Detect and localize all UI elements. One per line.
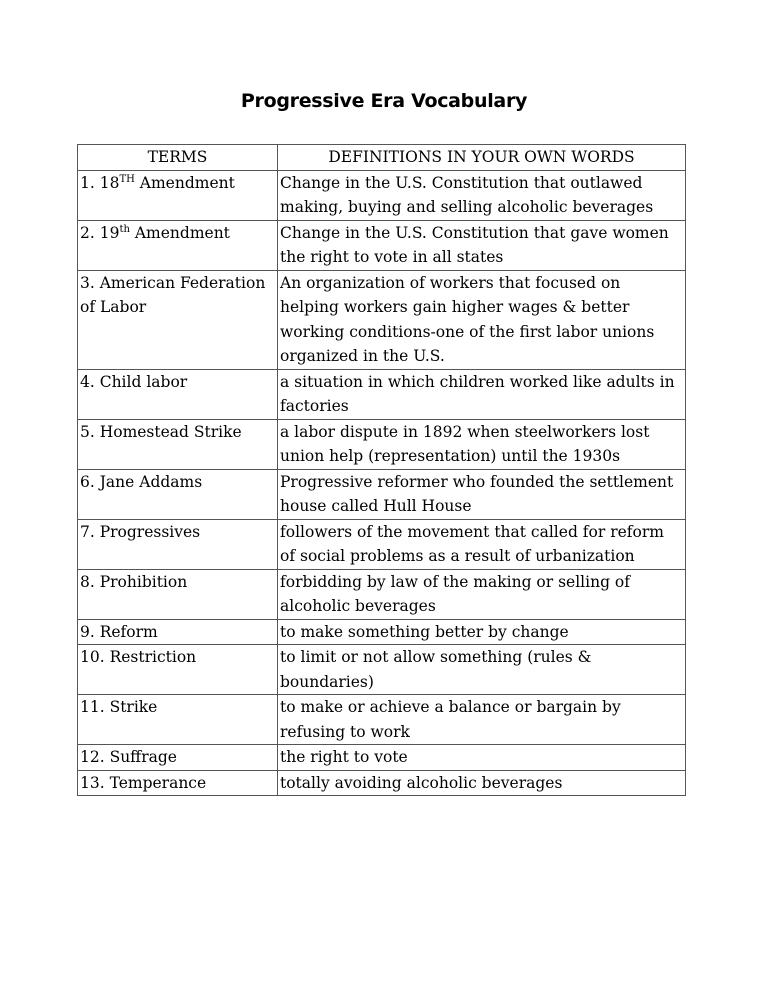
definitions-header: DEFINITIONS IN YOUR OWN WORDS xyxy=(278,145,686,171)
term-cell: 5. Homestead Strike xyxy=(78,419,278,469)
table-row xyxy=(78,270,686,369)
definition-cell: the right to vote xyxy=(278,745,686,771)
term-text-suffix: Amendment xyxy=(134,173,235,192)
term-cell: 3. American Federation of Labor xyxy=(78,270,278,369)
page-title: Progressive Era Vocabulary xyxy=(240,90,528,112)
vocabulary-table xyxy=(77,144,686,796)
definition-cell: to make something better by change xyxy=(278,619,686,645)
term-text-suffix: Amendment xyxy=(129,223,230,242)
table-row xyxy=(78,220,686,270)
term-cell: 4. Child labor xyxy=(78,369,278,419)
definition-cell: followers of the movement that called for reform of social problems as a result of urbanization xyxy=(278,519,686,569)
table-row xyxy=(78,745,686,771)
terms-header: TERMS xyxy=(78,145,278,171)
definition-cell: forbidding by law of the making or selling of alcoholic beverages xyxy=(278,569,686,619)
table-row xyxy=(78,519,686,569)
table-row xyxy=(78,170,686,220)
definition-cell: a labor dispute in 1892 when steelworkers lost union help (representation) until the 1930s xyxy=(278,419,686,469)
table-header-row xyxy=(78,145,686,171)
table-row xyxy=(78,569,686,619)
term-cell: 8. Prohibition xyxy=(78,569,278,619)
term-text: 1. 18 xyxy=(80,173,120,192)
definition-cell: Change in the U.S. Constitution that outlawed making, buying and selling alcoholic beverages xyxy=(278,170,686,220)
table-row xyxy=(78,645,686,695)
definition-cell: to limit or not allow something (rules & boundaries) xyxy=(278,645,686,695)
term-cell: 6. Jane Addams xyxy=(78,469,278,519)
table-row xyxy=(78,770,686,796)
table-row xyxy=(78,369,686,419)
definition-cell: An organization of workers that focused on helping workers gain higher wages & better working conditions-one of the first labor unions organized in the U.S. xyxy=(278,270,686,369)
term-cell: 10. Restriction xyxy=(78,645,278,695)
definition-cell: a situation in which children worked like adults in factories xyxy=(278,369,686,419)
table-row xyxy=(78,695,686,745)
term-cell xyxy=(78,220,278,270)
term-cell: 13. Temperance xyxy=(78,770,278,796)
term-cell: 12. Suffrage xyxy=(78,745,278,771)
definition-cell: Progressive reformer who founded the settlement house called Hull House xyxy=(278,469,686,519)
table-row xyxy=(78,619,686,645)
term-cell: 7. Progressives xyxy=(78,519,278,569)
term-superscript: th xyxy=(119,223,130,235)
definition-cell: totally avoiding alcoholic beverages xyxy=(278,770,686,796)
term-cell: 9. Reform xyxy=(78,619,278,645)
term-superscript: TH xyxy=(119,173,135,185)
term-cell xyxy=(78,170,278,220)
term-cell: 11. Strike xyxy=(78,695,278,745)
term-text: 2. 19 xyxy=(80,223,120,242)
table-row xyxy=(78,469,686,519)
table-row xyxy=(78,419,686,469)
definition-cell: Change in the U.S. Constitution that gave women the right to vote in all states xyxy=(278,220,686,270)
definition-cell: to make or achieve a balance or bargain by refusing to work xyxy=(278,695,686,745)
